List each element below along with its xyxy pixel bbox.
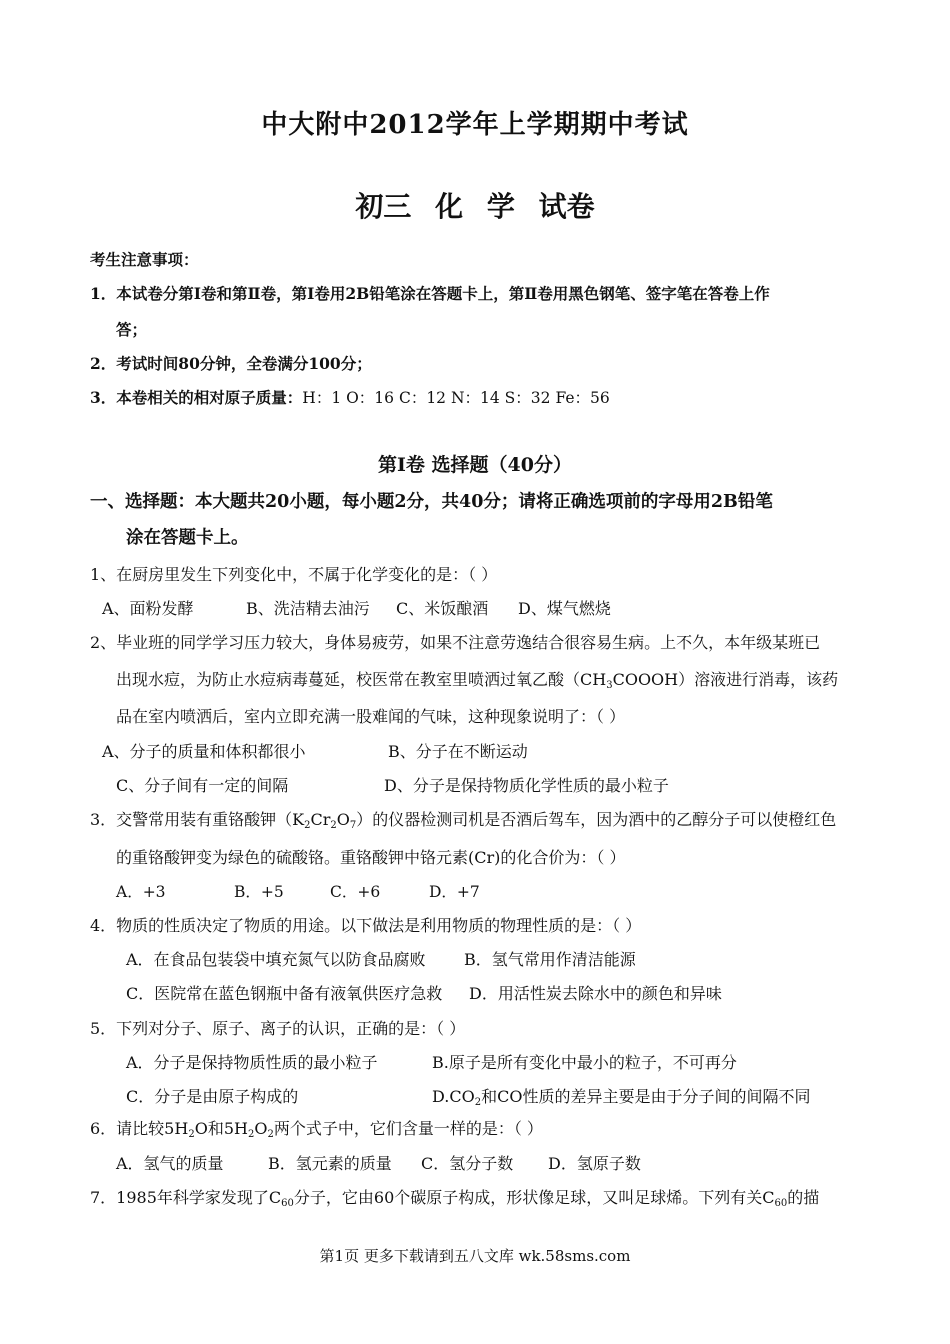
question-2-line-1: 2、毕业班的同学学习压力较大，身体易疲劳，如果不注意劳逸结合很容易生病。上不久，本年级某班已 — [90, 633, 821, 652]
notice-heading: 考生注意事项： — [90, 250, 199, 269]
question-4-option-b: B．氢气常用作清洁能源 — [464, 950, 636, 969]
question-2-option-c: C、分子间有一定的间隔 — [116, 776, 289, 795]
question-3-text: O — [336, 810, 350, 829]
question-5-option-c: C．分子是由原子构成的 — [126, 1087, 299, 1106]
question-7-text: 7．1985年科学家发现了C — [90, 1188, 282, 1207]
subscript: 60 — [774, 1198, 788, 1209]
question-1-option-d: D、煤气燃烧 — [518, 599, 611, 618]
question-1-option-a: A、面粉发酵 — [102, 599, 194, 618]
subscript: 3 — [606, 680, 613, 691]
question-6-option-b: B．氢元素的质量 — [268, 1154, 392, 1173]
question-2-option-d: D、分子是保持物质化学性质的最小粒子 — [384, 776, 669, 795]
question-3-line-1 — [90, 807, 836, 830]
question-2-option-b: B、分子在不断运动 — [388, 742, 528, 761]
question-7-text: 的描 — [787, 1188, 820, 1207]
subscript: 2 — [330, 820, 337, 831]
question-3-text: ）的仪器检测司机是否酒后驾车，因为酒中的乙醇分子可以使橙红色 — [356, 810, 837, 829]
exam-subtitle: 初三 化 学 试卷 — [355, 190, 595, 223]
section-1-heading: 第Ⅰ卷 选择题（40分） — [378, 454, 572, 476]
question-1-stem: 1、在厨房里发生下列变化中，不属于化学变化的是：（ ） — [90, 565, 498, 584]
subscript: 2 — [474, 1097, 482, 1108]
question-2-line-3: 品在室内喷洒后，室内立即充满一股难闻的气味，这种现象说明了：（ ） — [116, 707, 626, 726]
question-6-text: O和5H — [194, 1119, 248, 1138]
subscript: 2 — [188, 1129, 195, 1140]
question-5-text: D.CO — [432, 1087, 475, 1106]
question-2-text: 出现水痘，为防止水痘病毒蔓延，校医常在教室里喷洒过氧乙酸（CH — [116, 670, 607, 689]
notice-item-1-cont: 答； — [116, 320, 148, 339]
question-6-option-d: D．氢原子数 — [548, 1154, 641, 1173]
question-4-option-d: D．用活性炭去除水中的颜色和异味 — [469, 984, 722, 1003]
atomic-masses: H：1 O：16 C：12 N：14 S：32 Fe：56 — [302, 389, 610, 407]
question-2-text: COOOH）溶液进行消毒，该药 — [612, 670, 839, 689]
notice-item-3-label: 3．本卷相关的相对原子质量： — [90, 388, 303, 407]
question-3-line-2: 的重铬酸钾变为绿色的硫酸铬。重铬酸钾中铬元素(Cr)的化合价为：（ ） — [116, 848, 626, 867]
notice-item-3 — [90, 386, 610, 408]
question-7-text: 分子，它由60个碳原子构成，形状像足球，又叫足球烯。下列有关C — [293, 1188, 775, 1207]
question-5-option-a: A．分子是保持物质性质的最小粒子 — [126, 1053, 378, 1072]
question-5-text: 和CO性质的差异主要是由于分子间的间隔不同 — [481, 1087, 811, 1106]
subscript: 60 — [281, 1198, 294, 1209]
question-3-option-c: C．+6 — [330, 883, 381, 901]
section-1-instructions: 一、选择题：本大题共20小题，每小题2分，共40分；请将正确选项前的字母用2B铅笔 — [90, 492, 773, 512]
question-3-text: Cr — [310, 810, 331, 829]
question-2-line-2 — [116, 667, 838, 690]
question-3-option-d: D．+7 — [429, 883, 480, 901]
question-4-stem: 4．物质的性质决定了物质的用途。以下做法是利用物质的物理性质的是：（ ） — [90, 916, 642, 935]
question-5-option-b: B.原子是所有变化中最小的粒子，不可再分 — [432, 1053, 737, 1072]
question-5-option-d — [432, 1084, 810, 1107]
exam-title: 中大附中2012学年上学期期中考试 — [261, 110, 689, 140]
question-4-option-a: A．在食品包装袋中填充氮气以防食品腐败 — [126, 950, 426, 969]
subscript: 2 — [304, 820, 311, 831]
question-3-option-a: A．+3 — [116, 883, 166, 901]
subscript: 2 — [247, 1129, 255, 1140]
subscript: 7 — [349, 820, 357, 831]
question-3-text: 3．交警常用装有重铬酸钾（K — [90, 810, 305, 829]
question-6-option-a: A．氢气的质量 — [116, 1154, 224, 1173]
question-4-option-c: C．医院常在蓝色钢瓶中备有液氧供医疗急救 — [126, 984, 443, 1003]
section-1-instructions-cont: 涂在答题卡上。 — [126, 528, 249, 548]
question-2-option-a: A、分子的质量和体积都很小 — [102, 742, 306, 761]
question-6-text: 两个式子中，它们含量一样的是：（ ） — [273, 1119, 543, 1138]
question-7-line-1 — [90, 1185, 819, 1208]
page-footer: 第1页 更多下载请到五八文库 wk.58sms.com — [319, 1247, 631, 1265]
question-6-text: O — [254, 1119, 268, 1138]
notice-item-2: 2．考试时间80分钟，全卷满分100分； — [90, 354, 372, 373]
notice-item-1: 1．本试卷分第Ⅰ卷和第Ⅱ卷，第Ⅰ卷用2B铅笔涂在答题卡上，第Ⅱ卷用黑色钢笔、签字笔在答卷上作 — [90, 284, 770, 303]
question-3-option-b: B．+5 — [234, 883, 284, 901]
question-6-option-c: C．氢分子数 — [421, 1154, 514, 1173]
question-5-stem: 5．下列对分子、原子、离子的认识，正确的是：（ ） — [90, 1019, 466, 1038]
question-6-stem — [90, 1116, 543, 1139]
question-1-option-b: B、洗洁精去油污 — [246, 599, 370, 618]
subscript: 2 — [267, 1129, 274, 1140]
question-6-text: 6．请比较5H — [90, 1119, 189, 1138]
question-1-option-c: C、米饭酿酒 — [396, 599, 489, 618]
